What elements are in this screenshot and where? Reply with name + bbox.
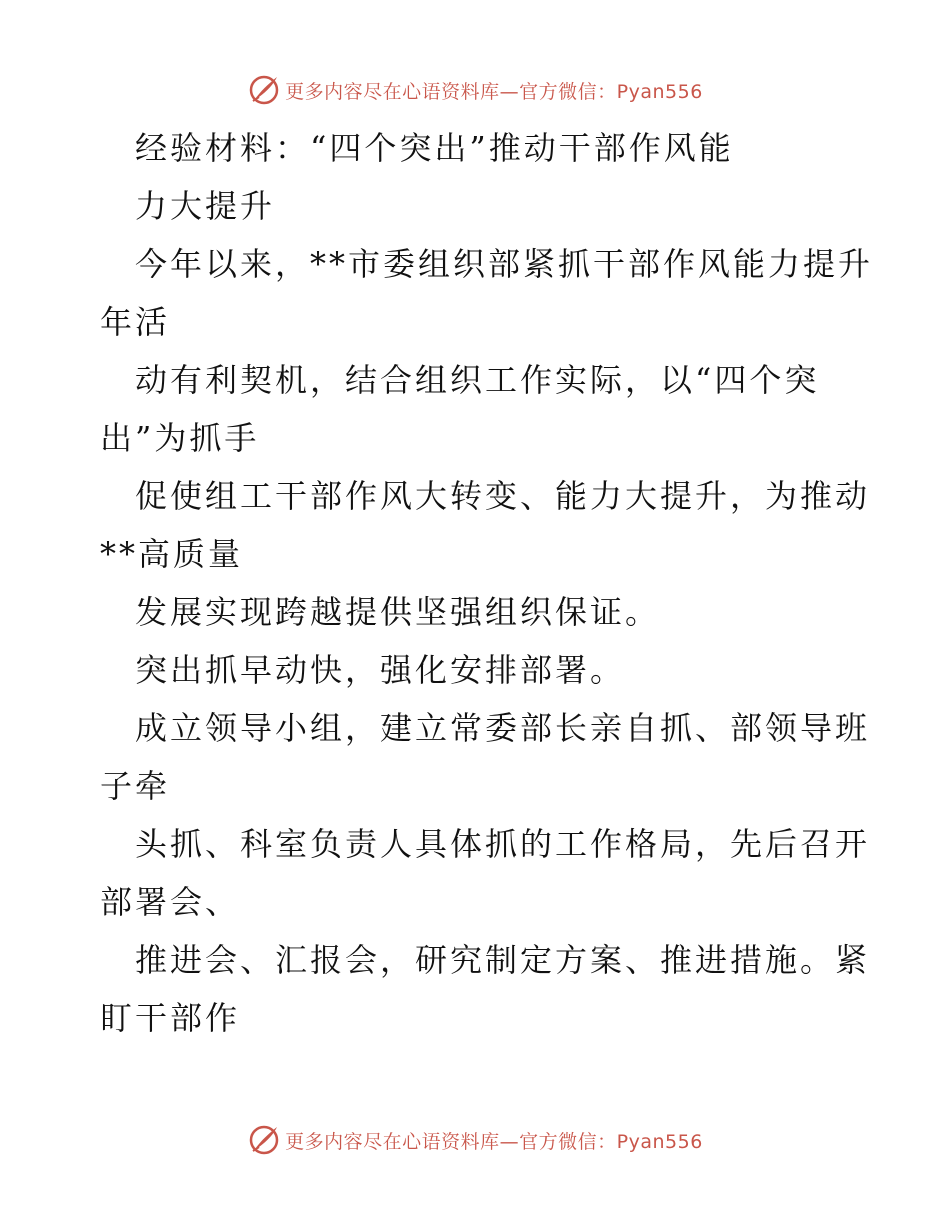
doc-line: 促使组工干部作风大转变、能力大提升，为推动 bbox=[135, 477, 871, 515]
quill-pen-logo-icon bbox=[247, 73, 281, 107]
doc-line: 子牵 bbox=[100, 767, 171, 805]
doc-line: 经验材料：“四个突出”推动干部作风能 bbox=[135, 129, 734, 167]
doc-line: 推进会、汇报会，研究制定方案、推进措施。紧 bbox=[135, 941, 871, 979]
watermark-text: 更多内容尽在心语资料库—官方微信：Pyan556 bbox=[285, 80, 703, 103]
doc-line: 发展实现跨越提供坚强组织保证。 bbox=[135, 593, 661, 631]
footer-watermark-banner bbox=[0, 1120, 950, 1160]
doc-line: 力大提升 bbox=[135, 187, 276, 225]
watermark-text: 更多内容尽在心语资料库—官方微信：Pyan556 bbox=[285, 1130, 703, 1153]
doc-line: 动有利契机，结合组织工作实际，以“四个突 bbox=[135, 361, 820, 399]
doc-line: 盯干部作 bbox=[100, 999, 241, 1037]
doc-line: 成立领导小组，建立常委部长亲自抓、部领导班 bbox=[135, 709, 871, 747]
doc-line: 出”为抓手 bbox=[100, 419, 260, 457]
quill-pen-logo-icon bbox=[247, 1123, 281, 1157]
doc-line: 今年以来，**市委组织部紧抓干部作风能力提升 bbox=[135, 245, 874, 283]
header-watermark-banner bbox=[0, 70, 950, 110]
doc-line: 突出抓早动快，强化安排部署。 bbox=[135, 651, 626, 689]
doc-line: 年活 bbox=[100, 303, 171, 341]
doc-line: 部署会、 bbox=[100, 883, 241, 921]
doc-line: 头抓、科室负责人具体抓的工作格局，先后召开 bbox=[135, 825, 871, 863]
doc-line: **高质量 bbox=[100, 535, 244, 573]
